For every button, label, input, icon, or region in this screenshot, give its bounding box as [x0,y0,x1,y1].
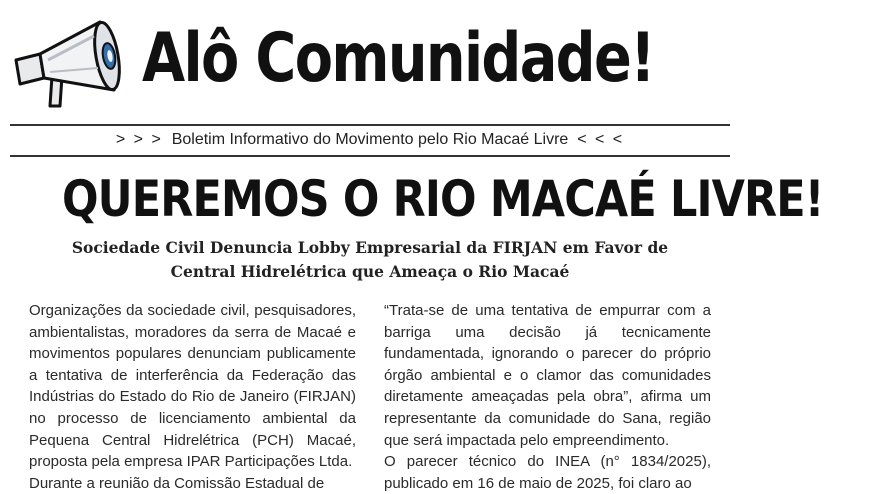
paragraph: “Trata-se de uma tentativa de empurrar com a barriga uma decisão já tecnicamente fundamentada, ignorando o parecer do próprio órgão ambiental e o clamor das comunidades diretamente ameaçadas pela obra”, afirma um representante da comunidade do Sana, região que será impactada pelo empreendimento. [384,302,711,449]
tagline-prefix: > > > [115,131,163,148]
subheadline-line-2: Central Hidrelétrica que Ameaça o Rio Macaé [170,262,570,281]
subheadline-line-1: Sociedade Civil Denuncia Lobby Empresarial da FIRJAN em Favor de [71,238,669,257]
paragraph: Organizações da sociedade civil, pesquisadores, ambientalistas, moradores da serra de Macaé e movimentos populares denunciam publicamente a tentativa de interferência da Federação das Indústrias do Estado do Rio de Janeiro (FIRJAN) no processo de licenciamento ambiental da Pequena Central Hidrelétrica (PCH) Macaé, proposta pela empresa IPAR Participações Ltda. [29,302,356,471]
divider-bottom [10,155,730,157]
paragraph: Durante a reunião da Comissão Estadual de [29,474,325,492]
newsletter-title: Alô Comunidade! [142,19,654,98]
tagline-text: Boletim Informativo do Movimento pelo Rio Macaé Livre [171,131,569,148]
subheadline [60,236,680,284]
article-column-left [29,300,356,492]
tagline-suffix: < < < [577,131,625,148]
main-headline [0,160,824,238]
headline-text: QUEREMOS O RIO MACAÉ LIVRE! [61,170,824,228]
masthead [0,0,741,118]
paragraph: O parecer técnico do INEA (n° 1834/2025), publicado em 16 de maio de 2025, foi claro ao [384,453,711,492]
tagline [10,128,730,152]
article-column-right [384,300,711,492]
divider-top [10,124,730,126]
megaphone-icon [10,14,128,114]
